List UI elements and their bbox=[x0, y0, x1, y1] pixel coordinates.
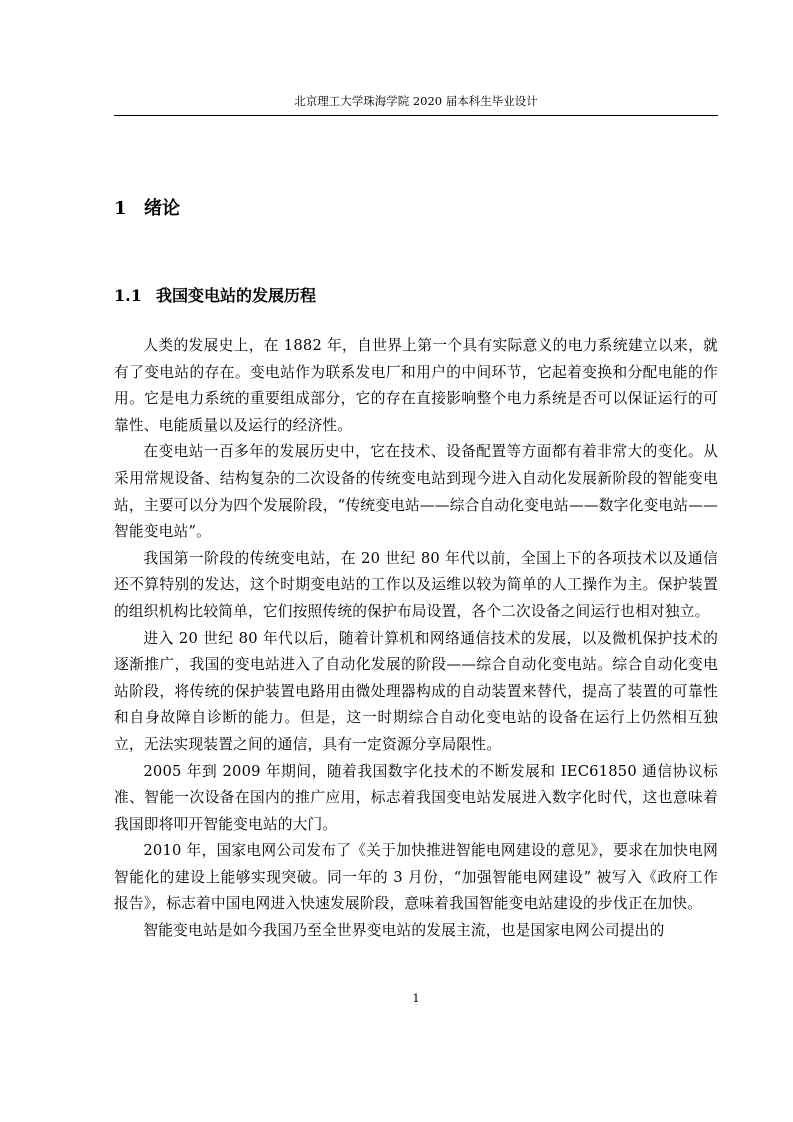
paragraph: 2005 年到 2009 年期间，随着我国数字化技术的不断发展和 IEC61850 通信协议标准、智能一次设备在国内的推广应用，标志着我国变电站发展进入数字化时代，这也意味着我国即将叩开智能变电站的大门。 bbox=[114, 762, 718, 833]
body-text bbox=[114, 333, 718, 945]
page-number: 1 bbox=[412, 991, 420, 1005]
header-rule bbox=[114, 115, 718, 116]
paragraph: 在变电站一百多年的发展历史中，它在技术、设备配置等方面都有着非常大的变化。从采用常规设备、结构复杂的二次设备的传统变电站到现今进入自动化发展新阶段的智能变电站，主要可以分为四个发展阶段，“传统变电站——综合自动化变电站——数字化变电站——智能变电站”。 bbox=[114, 443, 718, 541]
chapter-title bbox=[114, 196, 180, 222]
paragraph: 进入 20 世纪 80 年代以后，随着计算机和网络通信技术的发展，以及微机保护技术的逐渐推广，我国的变电站进入了自动化发展的阶段——综合自动化变电站。综合自动化变电站阶段，将传统的保护装置电路用由微处理器构成的自动装置来替代，提高了装置的可靠性和自身故障自诊断的能力。但是，这一时期综合自动化变电站的设备在运行上仍然相互独立，无法实现装置之间的通信，具有一定资源分享局限性。 bbox=[114, 629, 718, 753]
running-header: 北京理工大学珠海学院 2020 届本科生毕业设计 bbox=[294, 94, 538, 108]
section-title bbox=[114, 284, 316, 308]
paragraph: 2010 年，国家电网公司发布了《关于加快推进智能电网建设的意见》，要求在加快电网智能化的建设上能够实现突破。同一年的 3 月份，“加强智能电网建设” 被写入《政府工作报告》，标志着中国电网进入快速发展阶段，意味着我国智能变电站建设的步伐正在加快。 bbox=[114, 842, 718, 913]
paragraph: 我国第一阶段的传统变电站，在 20 世纪 80 年代以前，全国上下的各项技术以及通信还不算特别的发达，这个时期变电站的工作以及运维以较为简单的人工操作为主。保护装置的组织机构比较简单，它们按照传统的保护布局设置，各个二次设备之间运行也相对独立。 bbox=[114, 549, 718, 620]
section-number: 1.1 bbox=[114, 286, 142, 305]
chapter-number: 1 bbox=[114, 198, 127, 219]
paragraph: 人类的发展史上，在 1882 年，自世界上第一个具有实际意义的电力系统建立以来，就有了变电站的存在。变电站作为联系发电厂和用户的中间环节，它起着变换和分配电能的作用。它是电力系统的重要组成部分，它的存在直接影响整个电力系统是否可以保证运行的可靠性、电能质量以及运行的经济性。 bbox=[114, 337, 718, 434]
paragraph: 智能变电站是如今我国乃至全世界变电站的发展主流，也是国家电网公司提出的 bbox=[143, 922, 665, 940]
section-title-text: 我国变电站的发展历程 bbox=[156, 286, 317, 305]
chapter-title-text: 绪论 bbox=[144, 198, 180, 219]
